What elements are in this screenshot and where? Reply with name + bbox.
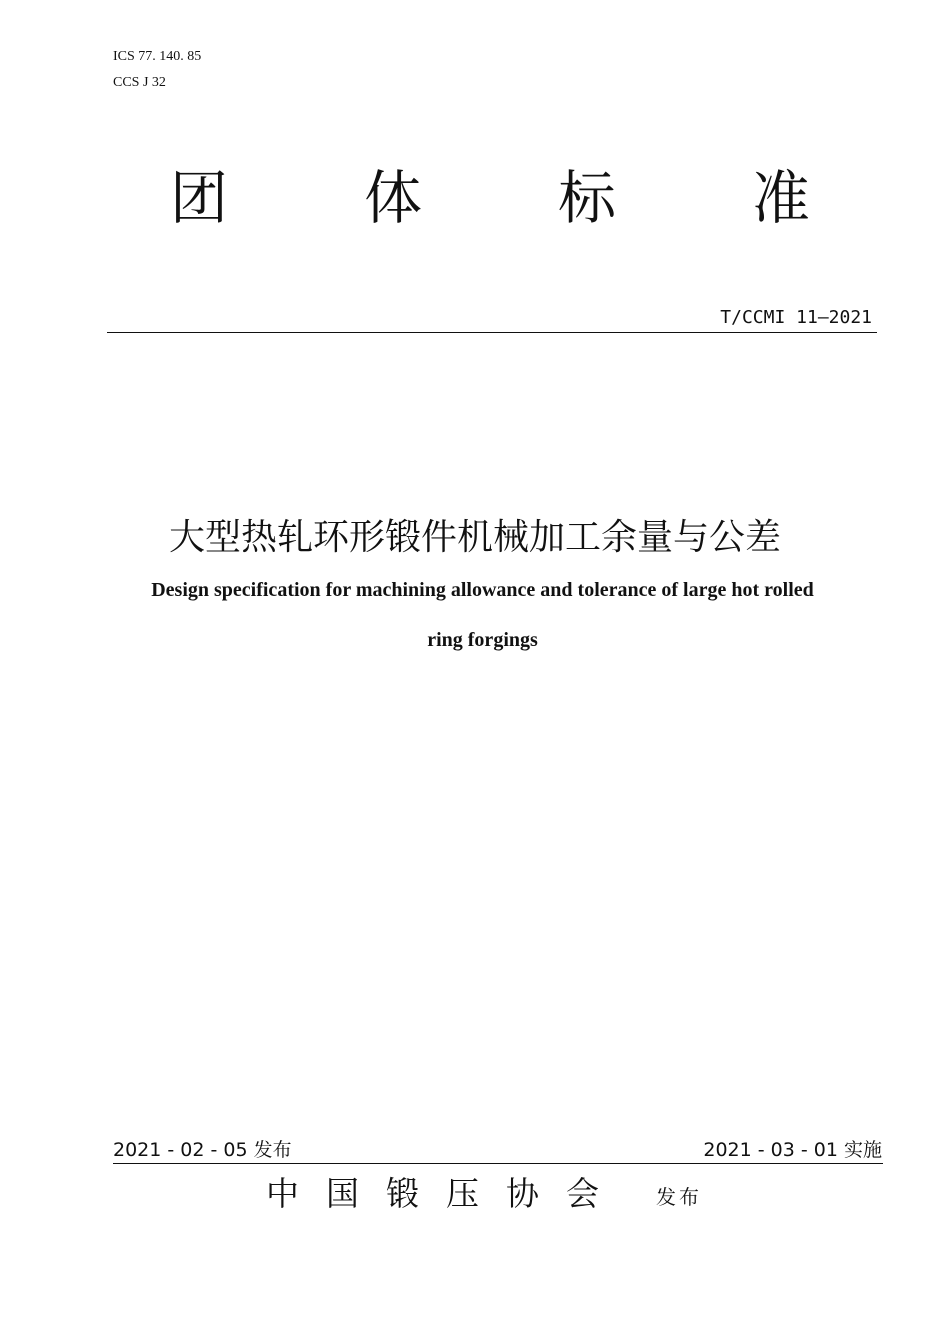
standard-type-char: 体 [363,164,422,232]
standard-code: T/CCMI 11—2021 [720,307,872,328]
ccs-code: CCS J 32 [113,75,166,90]
title-english-line2: ring forgings [427,629,538,651]
implementation-date: 2021 - 03 - 01 实施 [703,1139,882,1161]
standard-type-char: 团 [170,164,229,232]
standard-type-heading [170,160,810,240]
title-chinese: 大型热轧环形锻件机械加工余量与公差 [168,517,781,558]
issue-date: 2021 - 02 - 05 发布 [113,1139,292,1161]
standard-type-char: 准 [751,164,810,232]
title-english-line1: Design specification for machining allowance and tolerance of large hot rolled [151,579,814,601]
top-divider [107,332,877,333]
publisher-name: 中国锻压协会 [266,1174,626,1213]
standard-type-char: 标 [557,164,616,232]
ics-code: ICS 77. 140. 85 [113,49,202,64]
publisher-action: 发布 [656,1185,702,1209]
bottom-divider [113,1163,883,1164]
